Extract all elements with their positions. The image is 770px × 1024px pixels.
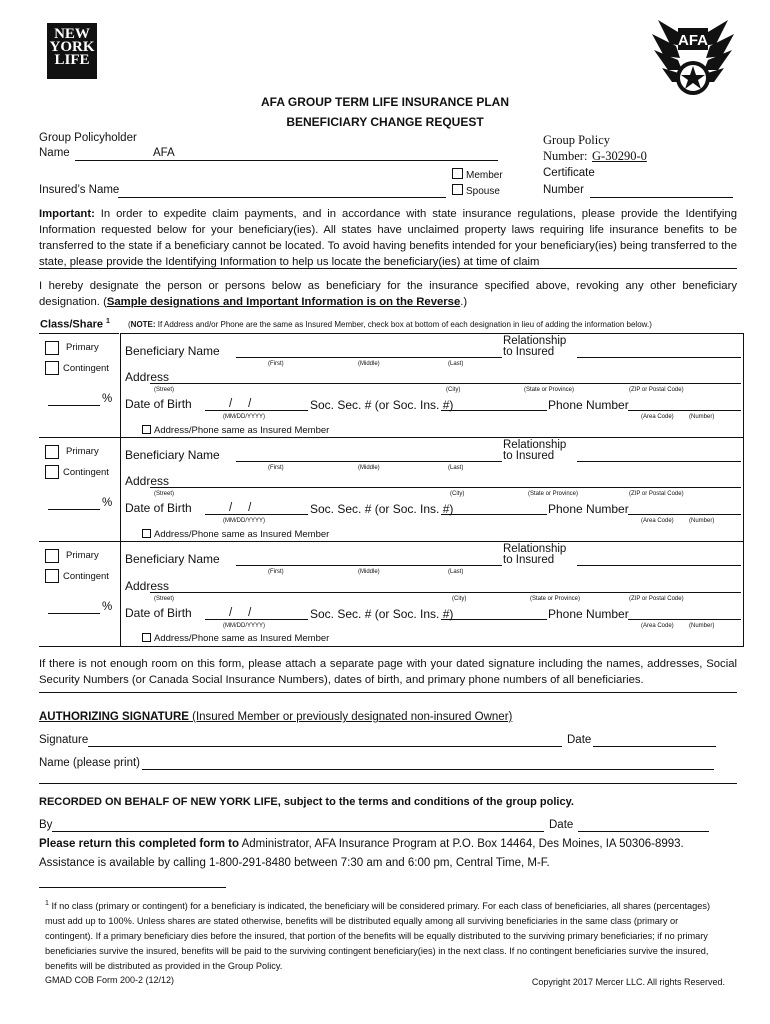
zip-caption: (ZIP or Postal Code) <box>629 596 684 602</box>
afa-logo-text: AFA <box>678 32 708 49</box>
divider <box>39 783 737 784</box>
group-policy-number-value: G-30290-0 <box>592 149 647 163</box>
state-caption: (State or Province) <box>524 387 575 393</box>
logo-line: NEW <box>54 26 90 42</box>
signature-label: Signature <box>39 734 89 746</box>
ssn-field[interactable] <box>441 514 547 515</box>
area-code-caption: (Area Code) <box>641 414 674 420</box>
contingent-checkbox[interactable] <box>45 465 59 479</box>
table-note: (NOTE: If Address and/or Phone are the same as Insured Member, check box at bottom of each designation in lieu of adding the information below.) <box>128 320 652 329</box>
footnote-separator <box>39 887 226 888</box>
dob-label: Date of Birth <box>125 397 192 411</box>
phone-label: Phone Number <box>548 398 629 412</box>
middle-caption: (Middle) <box>358 569 380 575</box>
date-field[interactable] <box>593 746 716 747</box>
same-address-label: Address/Phone same as Insured Member <box>154 425 330 436</box>
recorded-heading: RECORDED ON BEHALF OF NEW YORK LIFE, subject to the terms and conditions of the group policy. <box>39 796 574 808</box>
not-enough-room-text: If there is not enough room on this form, please attach a separate page with your dated signature including the names, addresses, Social Security Numbers (or Canada Social Insurance Numbers), dates of birth, and primary phone numbers of all beneficiaries. <box>39 658 737 686</box>
logo-line: LIFE <box>54 52 90 68</box>
beneficiary-name-field[interactable] <box>236 461 502 462</box>
primary-label: Primary <box>66 342 99 353</box>
same-address-checkbox[interactable] <box>142 529 151 538</box>
relationship-field[interactable] <box>577 565 741 566</box>
policyholder-name-value: AFA <box>153 147 175 159</box>
date-format-caption: (MM/DD/YYYY) <box>223 414 265 420</box>
return-bold: Please return this completed form to <box>39 838 240 850</box>
relationship-field[interactable] <box>577 357 741 358</box>
primary-checkbox[interactable] <box>45 341 59 355</box>
address-label: Address <box>125 370 170 384</box>
member-option[interactable] <box>452 168 503 181</box>
important-text: In order to expedite claim payments, and in accordance with state insurance regulations, please provide the Identifying Information requested below for your beneficiary(ies). All states have unclaimed property laws requiring life insurance benefits to be transferred to the state if a beneficiary cannot be located. To avoid having benefits intended for your beneficiary(ies) being transferred to the state, please provide the Identifying Information to help us locate the beneficiary(ies) at time of claim <box>39 208 738 268</box>
member-label: Member <box>466 170 503 181</box>
date-label-2: Date <box>549 819 574 831</box>
beneficiary-name-label: Beneficiary Name <box>125 552 220 566</box>
policyholder-name-field[interactable] <box>75 160 498 161</box>
same-address-checkbox[interactable] <box>142 633 151 642</box>
street-caption: (Street) <box>154 596 175 602</box>
return-instructions <box>39 838 684 850</box>
first-caption: (First) <box>268 361 284 367</box>
relationship-field[interactable] <box>577 461 741 462</box>
group-policyholder-label: Group Policyholder <box>39 132 137 144</box>
member-checkbox[interactable] <box>452 168 463 179</box>
street-caption: (Street) <box>154 387 175 393</box>
primary-checkbox[interactable] <box>45 445 59 459</box>
dob-slashes: / / <box>229 502 252 514</box>
ssn-field[interactable] <box>441 619 547 620</box>
dob-field[interactable] <box>205 514 308 515</box>
beneficiary-name-label: Beneficiary Name <box>125 448 220 462</box>
phone-label: Phone Number <box>548 607 629 621</box>
designation-text: I hereby designate the person or persons below as beneficiary for the insurance specified above, revoking any other beneficiary designation. ( <box>39 280 737 308</box>
by-field[interactable] <box>52 831 544 832</box>
date-format-caption: (MM/DD/YYYY) <box>223 623 265 629</box>
share-percent-field[interactable] <box>48 509 100 510</box>
table-divider <box>120 333 121 646</box>
logo-line: YORK <box>49 39 95 55</box>
beneficiary-name-label: Beneficiary Name <box>125 344 220 358</box>
relationship-label: Relationship <box>503 543 567 555</box>
ssn-label: Soc. Sec. # (or Soc. Ins. #) <box>310 502 454 516</box>
beneficiary-name-field[interactable] <box>236 565 502 566</box>
address-label: Address <box>125 474 170 488</box>
designation-reverse-link: Sample designations and Important Information is on the Reverse <box>106 296 461 308</box>
number-caption: (Number) <box>689 414 715 420</box>
to-insured-label: to Insured <box>503 450 555 462</box>
note-label: NOTE: <box>130 320 156 329</box>
footnote-ref: 1 <box>106 318 110 325</box>
copyright: Copyright 2017 Mercer LLC. All rights Reserved. <box>531 977 725 987</box>
contingent-label: Contingent <box>63 467 109 478</box>
authorizing-heading <box>39 711 512 723</box>
first-caption: (First) <box>268 569 284 575</box>
name-label: Name <box>39 147 70 159</box>
important-label: Important: <box>39 208 95 220</box>
middle-caption: (Middle) <box>358 361 380 367</box>
middle-caption: (Middle) <box>358 465 380 471</box>
to-insured-label: to Insured <box>503 554 555 566</box>
date-field-2[interactable] <box>578 831 709 832</box>
authorizing-heading-rest: (Insured Member or previously designated non-insured Owner) <box>188 711 513 723</box>
phone-label: Phone Number <box>548 502 629 516</box>
contingent-checkbox[interactable] <box>45 569 59 583</box>
address-label: Address <box>125 579 170 593</box>
form-title: AFA GROUP TERM LIFE INSURANCE PLAN <box>260 95 509 109</box>
primary-label: Primary <box>66 446 99 457</box>
same-address-option[interactable] <box>142 425 329 436</box>
share-percent-field[interactable] <box>48 613 100 614</box>
form-subtitle: BENEFICIARY CHANGE REQUEST <box>286 115 484 129</box>
certificate-number-label: Number <box>543 184 584 196</box>
class-share-label: Class/Share <box>40 318 103 331</box>
dob-field[interactable] <box>205 410 308 411</box>
address-field[interactable] <box>150 592 741 593</box>
signature-field[interactable] <box>88 746 562 747</box>
table-top <box>120 333 743 334</box>
same-address-checkbox[interactable] <box>142 425 151 434</box>
number-caption: (Number) <box>689 518 715 524</box>
group-policy-number-label: Number: <box>543 149 588 163</box>
primary-checkbox[interactable] <box>45 549 59 563</box>
same-address-label: Address/Phone same as Insured Member <box>154 633 330 644</box>
city-caption: (City) <box>452 596 467 602</box>
phone-field[interactable] <box>628 619 741 620</box>
class-share-header <box>40 318 110 331</box>
group-policy-label: Group Policy <box>543 133 611 147</box>
date-label: Date <box>567 734 592 746</box>
contingent-checkbox[interactable] <box>45 361 59 375</box>
zip-caption: (ZIP or Postal Code) <box>629 387 684 393</box>
street-caption: (Street) <box>154 491 175 497</box>
area-code-caption: (Area Code) <box>641 518 674 524</box>
certificate-label: Certificate <box>543 167 595 179</box>
first-caption: (First) <box>268 465 284 471</box>
address-field[interactable] <box>150 383 741 384</box>
percent-sign: % <box>102 601 113 613</box>
insureds-name-label: Insured’s Name <box>39 184 120 196</box>
area-code-caption: (Area Code) <box>641 623 674 629</box>
contingent-label: Contingent <box>63 363 109 374</box>
certificate-number-field[interactable] <box>590 197 733 198</box>
afa-wings-logo <box>648 10 738 102</box>
city-caption: (City) <box>450 491 465 497</box>
new-york-life-logo <box>47 23 97 79</box>
contingent-label: Contingent <box>63 571 109 582</box>
city-caption: (City) <box>446 387 461 393</box>
divider <box>39 268 737 269</box>
designation-end: .) <box>460 296 468 308</box>
return-text: Administrator, AFA Insurance Program at P.O. Box 14464, Des Moines, IA 50306-8993. <box>239 838 684 850</box>
dob-field[interactable] <box>205 619 308 620</box>
note-text: If Address and/or Phone are the same as Insured Member, check box at bottom of each designation in lieu of adding the information below.) <box>157 320 652 329</box>
assistance-text: Assistance is available by calling 1-800-291-8480 between 7:30 am and 6:00 pm, Central Time, M-F. <box>39 857 550 869</box>
designation-paragraph <box>39 278 737 310</box>
row-divider <box>39 541 743 542</box>
footnote-number: 1 <box>45 900 49 907</box>
same-address-option[interactable] <box>142 633 329 644</box>
number-caption: (Number) <box>689 623 715 629</box>
percent-sign: % <box>102 497 113 509</box>
last-caption: (Last) <box>448 569 464 575</box>
spouse-option[interactable] <box>452 184 500 197</box>
by-label: By <box>39 819 53 831</box>
print-name-label: Name (please print) <box>39 757 140 769</box>
state-caption: (State or Province) <box>528 491 579 497</box>
print-name-field[interactable] <box>142 769 714 770</box>
beneficiary-name-field[interactable] <box>236 357 502 358</box>
divider <box>39 692 737 693</box>
authorizing-heading-bold: AUTHORIZING SIGNATURE <box>39 711 189 723</box>
same-address-option[interactable] <box>142 529 329 540</box>
dob-slashes: / / <box>229 607 252 619</box>
same-address-label: Address/Phone same as Insured Member <box>154 529 330 540</box>
spouse-checkbox[interactable] <box>452 184 463 195</box>
dob-label: Date of Birth <box>125 501 192 515</box>
footnote <box>45 896 725 974</box>
relationship-label: Relationship <box>503 335 567 347</box>
to-insured-label: to Insured <box>503 346 555 358</box>
row-divider <box>39 437 743 438</box>
percent-sign: % <box>102 393 113 405</box>
last-caption: (Last) <box>448 465 464 471</box>
relationship-label: Relationship <box>503 439 567 451</box>
form-id: GMAD COB Form 200-2 (12/12) <box>45 975 175 985</box>
ssn-field[interactable] <box>441 410 547 411</box>
ssn-label: Soc. Sec. # (or Soc. Ins. #) <box>310 607 454 621</box>
date-format-caption: (MM/DD/YYYY) <box>223 518 265 524</box>
important-paragraph <box>39 206 737 270</box>
insureds-name-field[interactable] <box>118 197 446 198</box>
share-percent-field[interactable] <box>48 405 100 406</box>
phone-field[interactable] <box>628 514 741 515</box>
ssn-label: Soc. Sec. # (or Soc. Ins. #) <box>310 398 454 412</box>
footnote-text: If no class (primary or contingent) for a beneficiary is indicated, the beneficiary will be considered primary. For each class of beneficiaries, all shares (percentages) must add up to 100%. Unless shares are stated otherwise, benefits will be distributed equally among all surviving beneficiaries in the same class (primary or contingent). If a primary beneficiary dies before the insured, that portion of the benefits will be equally distributed to the surviving primary beneficiaries; if no primary beneficiaries survive the insured, benefits will be paid to the surviving contingent beneficiary(ies) in the next class. If no contingent beneficiaries survive the insured, benefits will be distributed as provided in the Group Policy. <box>45 901 711 972</box>
dob-label: Date of Birth <box>125 606 192 620</box>
spouse-label: Spouse <box>466 186 500 197</box>
last-caption: (Last) <box>448 361 464 367</box>
primary-label: Primary <box>66 550 99 561</box>
dob-slashes: / / <box>229 398 252 410</box>
state-caption: (State or Province) <box>530 596 581 602</box>
zip-caption: (ZIP or Postal Code) <box>629 491 684 497</box>
phone-field[interactable] <box>628 410 741 411</box>
address-field[interactable] <box>150 487 741 488</box>
